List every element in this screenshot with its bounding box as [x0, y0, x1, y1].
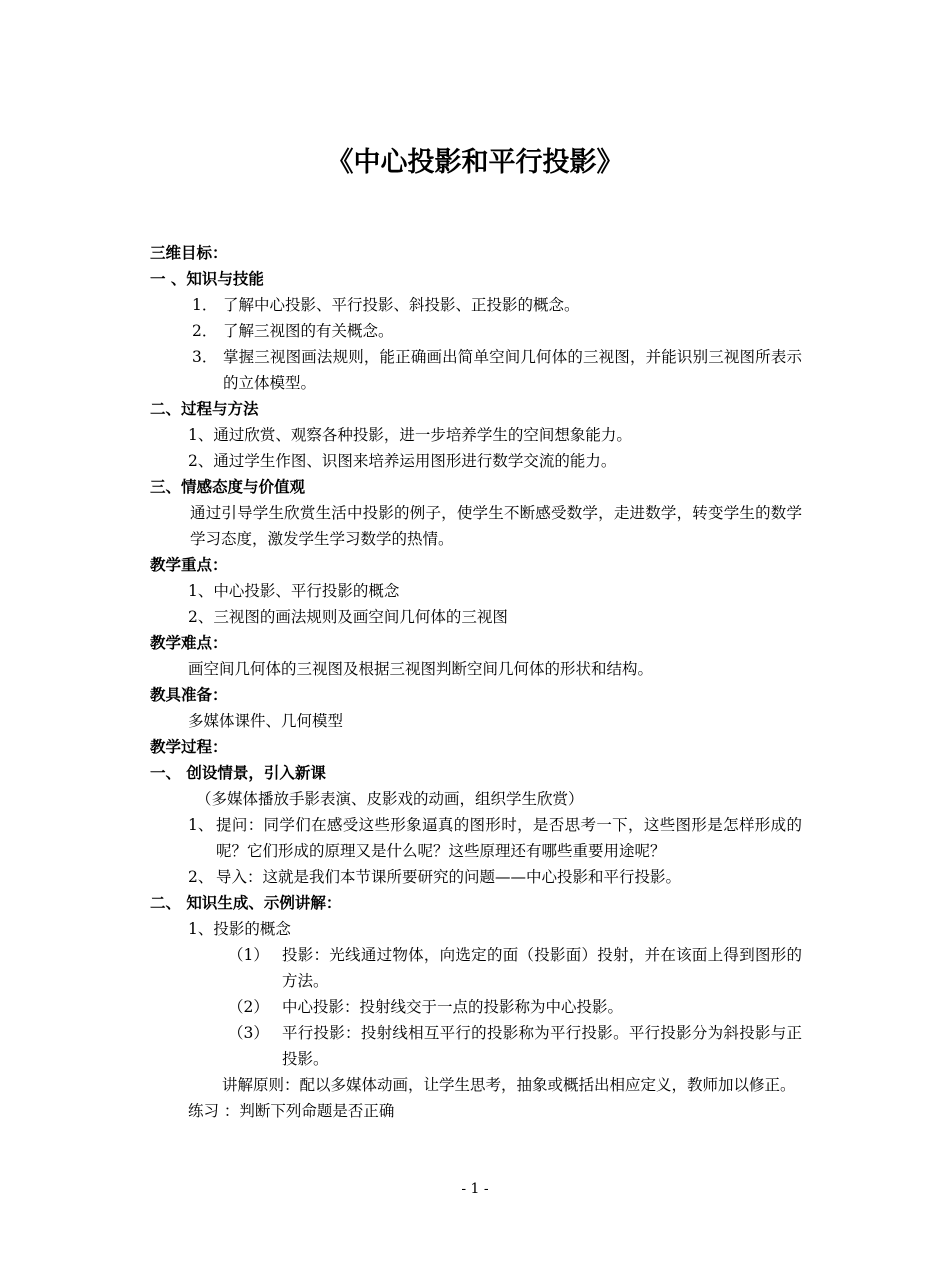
procedure-heading: 教学过程： — [150, 738, 228, 756]
part2-heading: 二、 知识生成、示例讲解： — [150, 894, 342, 912]
exercise-prompt: 练习 ：判断下列命题是否正确 — [188, 1102, 395, 1120]
materials-text: 多媒体课件、几何模型 — [188, 712, 344, 730]
knowledge-item: 2． 了解三视图的有关概念。 — [192, 322, 394, 340]
part1-heading: 一、 创设情景，引入新课 — [150, 764, 326, 782]
process-item: 2、通过学生作图、识图来培养运用图形进行数学交流的能力。 — [188, 452, 617, 470]
knowledge-item: 1． 了解中心投影、平行投影、斜投影、正投影的概念。 — [192, 296, 580, 314]
part1-item: 2、 导入：这就是我们本节课所要研究的问题——中心投影和平行投影。 — [188, 868, 682, 886]
difficulties-heading: 教学难点： — [150, 634, 228, 652]
concept-item: （1） 投影：光线通过物体，向选定的面（投影面）投射，并在该面上得到图形的方法。 — [228, 946, 802, 990]
knowledge-item: 3． 掌握三视图画法规则，能正确画出简单空间几何体的三视图，并能识别三视图所表示的立体模型。 — [192, 348, 802, 392]
key-point-item: 1、中心投影、平行投影的概念 — [188, 582, 400, 600]
objectives-heading: 三维目标： — [150, 244, 228, 262]
document-body — [150, 240, 802, 1124]
key-points-heading: 教学重点： — [150, 556, 228, 574]
part1-note: （多媒体播放手影表演、皮影戏的动画，组织学生欣赏） — [196, 790, 584, 808]
key-point-item: 2、三视图的画法规则及画空间几何体的三视图 — [188, 608, 508, 626]
difficulties-text: 画空间几何体的三视图及根据三视图判断空间几何体的形状和结构。 — [188, 660, 654, 678]
process-heading: 二、过程与方法 — [150, 400, 259, 418]
document-title: 《中心投影和平行投影》 — [326, 147, 624, 178]
attitude-heading: 三、情感态度与价值观 — [150, 478, 306, 496]
attitude-text: 通过引导学生欣赏生活中投影的例子，使学生不断感受数学，走进数学，转变学生的数学学习态度，激发学生学习数学的热情。 — [190, 504, 802, 548]
teaching-principle: 讲解原则：配以多媒体动画，让学生思考，抽象或概括出相应定义，教师加以修正。 — [222, 1076, 796, 1094]
part1-item: 1、 提问：同学们在感受这些形象逼真的图形时，是否思考一下，这些图形是怎样形成的呢？它们形成的原理又是什么呢？这些原理还有哪些重要用途呢？ — [188, 816, 802, 860]
materials-heading: 教具准备： — [150, 686, 228, 704]
part2-subheading: 1、投影的概念 — [188, 920, 291, 938]
concept-item: （3） 平行投影：投射线相互平行的投影称为平行投影。平行投影分为斜投影与正投影。 — [228, 1024, 802, 1068]
page-number: - 1 - — [461, 1181, 489, 1197]
knowledge-heading: 一 、知识与技能 — [150, 270, 264, 288]
process-item: 1、通过欣赏、观察各种投影，进一步培养学生的空间想象能力。 — [188, 426, 632, 444]
concept-item: （2） 中心投影：投射线交于一点的投影称为中心投影。 — [228, 998, 624, 1016]
